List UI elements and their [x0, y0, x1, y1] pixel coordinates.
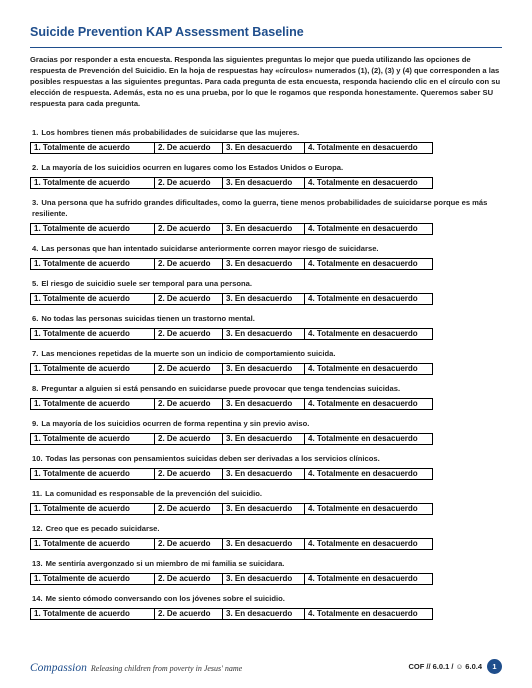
- question-label: Preguntar a alguien si está pensando en suicidarse puede provocar que tenga tendencias suicidas.: [41, 384, 401, 393]
- answer-option-1[interactable]: 1. Totalmente de acuerdo: [31, 364, 155, 374]
- answer-options: [30, 573, 433, 585]
- question-text: [32, 278, 504, 289]
- question-3: [30, 197, 504, 235]
- answer-options: [30, 177, 433, 189]
- question-text: [32, 558, 504, 569]
- answer-option-4[interactable]: 4. Totalmente en desacuerdo: [308, 294, 418, 303]
- question-13: [30, 558, 504, 585]
- answer-options: [30, 363, 433, 375]
- answer-option-1[interactable]: 1. Totalmente de acuerdo: [31, 469, 155, 479]
- answer-options: [30, 468, 433, 480]
- answer-option-1[interactable]: 1. Totalmente de acuerdo: [31, 539, 155, 549]
- answer-option-3[interactable]: 3. En desacuerdo: [223, 434, 305, 444]
- answer-option-2[interactable]: 2. De acuerdo: [155, 609, 223, 619]
- answer-option-3[interactable]: 3. En desacuerdo: [223, 294, 305, 304]
- logo-wordmark: Compassion: [30, 662, 87, 674]
- question-8: [30, 383, 504, 410]
- document-reference: COF // 6.0.1 / ☺ 6.0.4: [408, 662, 482, 671]
- question-label: Creo que es pecado suicidarse.: [45, 524, 160, 533]
- answer-option-2[interactable]: 2. De acuerdo: [155, 504, 223, 514]
- answer-option-3[interactable]: 3. En desacuerdo: [223, 259, 305, 269]
- answer-options: [30, 328, 433, 340]
- answer-option-2[interactable]: 2. De acuerdo: [155, 469, 223, 479]
- answer-options: [30, 503, 433, 515]
- answer-option-4[interactable]: 4. Totalmente en desacuerdo: [308, 329, 418, 338]
- question-text: [32, 488, 504, 499]
- question-2: [30, 162, 504, 189]
- question-label: Las menciones repetidas de la muerte son un indicio de comportamiento suicida.: [41, 349, 336, 358]
- question-label: Los hombres tienen más probabilidades de suicidarse que las mujeres.: [41, 128, 300, 137]
- question-text: [32, 453, 504, 464]
- answer-option-3[interactable]: 3. En desacuerdo: [223, 539, 305, 549]
- question-text: [32, 162, 504, 173]
- answer-option-1[interactable]: 1. Totalmente de acuerdo: [31, 259, 155, 269]
- answer-option-2[interactable]: 2. De acuerdo: [155, 434, 223, 444]
- answer-option-4[interactable]: 4. Totalmente en desacuerdo: [308, 364, 418, 373]
- question-text: [32, 197, 504, 219]
- answer-option-4[interactable]: 4. Totalmente en desacuerdo: [308, 504, 418, 513]
- answer-option-3[interactable]: 3. En desacuerdo: [223, 574, 305, 584]
- answer-option-1[interactable]: 1. Totalmente de acuerdo: [31, 329, 155, 339]
- question-number: 2.: [32, 163, 39, 172]
- answer-options: [30, 293, 433, 305]
- question-label: La comunidad es responsable de la prevención del suicidio.: [45, 489, 263, 498]
- answer-options: [30, 258, 433, 270]
- footer: [30, 652, 502, 674]
- question-text: [32, 348, 504, 359]
- answer-options: [30, 142, 433, 154]
- answer-option-3[interactable]: 3. En desacuerdo: [223, 178, 305, 188]
- question-label: El riesgo de suicidio suele ser temporal para una persona.: [41, 279, 252, 288]
- answer-option-2[interactable]: 2. De acuerdo: [155, 259, 223, 269]
- question-number: 5.: [32, 279, 39, 288]
- title-rule: [30, 47, 502, 48]
- answer-option-2[interactable]: 2. De acuerdo: [155, 574, 223, 584]
- answer-option-4[interactable]: 4. Totalmente en desacuerdo: [308, 399, 418, 408]
- logo-tagline: Releasing children from poverty in Jesus' name: [90, 664, 243, 673]
- question-text: [32, 593, 504, 604]
- question-number: 10.: [32, 454, 43, 463]
- question-number: 6.: [32, 314, 39, 323]
- question-number: 1.: [32, 128, 39, 137]
- question-number: 8.: [32, 384, 39, 393]
- answer-option-4[interactable]: 4. Totalmente en desacuerdo: [308, 469, 418, 478]
- answer-option-3[interactable]: 3. En desacuerdo: [223, 504, 305, 514]
- answer-option-3[interactable]: 3. En desacuerdo: [223, 143, 305, 153]
- question-11: [30, 488, 504, 515]
- answer-option-3[interactable]: 3. En desacuerdo: [223, 224, 305, 234]
- question-9: [30, 418, 504, 445]
- question-text: [32, 243, 504, 254]
- answer-option-3[interactable]: 3. En desacuerdo: [223, 364, 305, 374]
- question-14: [30, 593, 504, 620]
- question-5: [30, 278, 504, 305]
- question-text: [32, 313, 504, 324]
- answer-option-1[interactable]: 1. Totalmente de acuerdo: [31, 399, 155, 409]
- question-number: 13.: [32, 559, 43, 568]
- question-number: 4.: [32, 244, 39, 253]
- page-title: Suicide Prevention KAP Assessment Baseline: [30, 25, 304, 39]
- answer-option-1[interactable]: 1. Totalmente de acuerdo: [31, 224, 155, 234]
- question-label: Las personas que han intentado suicidarse anteriormente corren mayor riesgo de suicidarse.: [41, 244, 379, 253]
- answer-option-2[interactable]: 2. De acuerdo: [155, 178, 223, 188]
- question-10: [30, 453, 504, 480]
- page-number-badge: 1: [487, 659, 502, 674]
- answer-options: [30, 223, 433, 235]
- answer-option-4[interactable]: 4. Totalmente en desacuerdo: [308, 224, 418, 233]
- question-text: [32, 523, 504, 534]
- answer-option-3[interactable]: 3. En desacuerdo: [223, 399, 305, 409]
- question-number: 14.: [32, 594, 43, 603]
- question-label: Me sentiría avergonzado si un miembro de mi familia se suicidara.: [45, 559, 285, 568]
- question-label: La mayoría de los suicidios ocurren de forma repentina y sin previo aviso.: [41, 419, 310, 428]
- question-text: [32, 383, 504, 394]
- question-label: La mayoría de los suicidios ocurren en lugares como los Estados Unidos o Europa.: [41, 163, 344, 172]
- answer-option-4[interactable]: 4. Totalmente en desacuerdo: [308, 143, 418, 152]
- answer-option-1[interactable]: 1. Totalmente de acuerdo: [31, 574, 155, 584]
- question-list: [30, 127, 504, 628]
- question-number: 7.: [32, 349, 39, 358]
- answer-option-4[interactable]: 4. Totalmente en desacuerdo: [308, 178, 418, 187]
- answer-option-2[interactable]: 2. De acuerdo: [155, 294, 223, 304]
- answer-option-3[interactable]: 3. En desacuerdo: [223, 329, 305, 339]
- answer-option-4[interactable]: 4. Totalmente en desacuerdo: [308, 539, 418, 548]
- answer-option-1[interactable]: 1. Totalmente de acuerdo: [31, 434, 155, 444]
- answer-option-1[interactable]: 1. Totalmente de acuerdo: [31, 609, 155, 619]
- question-text: [32, 127, 504, 138]
- question-4: [30, 243, 504, 270]
- answer-option-4[interactable]: 4. Totalmente en desacuerdo: [308, 259, 418, 268]
- question-text: [32, 418, 504, 429]
- question-1: [30, 127, 504, 154]
- question-label: Una persona que ha sufrido grandes dificultades, como la guerra, tiene menos probabilidades de suicidarse porque es más resiliente.: [32, 198, 488, 218]
- answer-options: [30, 538, 433, 550]
- question-12: [30, 523, 504, 550]
- answer-options: [30, 608, 433, 620]
- answer-option-1[interactable]: 1. Totalmente de acuerdo: [31, 178, 155, 188]
- answer-option-1[interactable]: 1. Totalmente de acuerdo: [31, 294, 155, 304]
- answer-option-4[interactable]: 4. Totalmente en desacuerdo: [308, 434, 418, 443]
- compassion-logo: [30, 662, 242, 674]
- answer-options: [30, 398, 433, 410]
- question-number: 12.: [32, 524, 43, 533]
- question-label: No todas las personas suicidas tienen un trastorno mental.: [41, 314, 255, 323]
- answer-option-2[interactable]: 2. De acuerdo: [155, 399, 223, 409]
- question-7: [30, 348, 504, 375]
- question-label: Todas las personas con pensamientos suicidas deben ser derivadas a los servicios clínicos.: [45, 454, 380, 463]
- question-label: Me siento cómodo conversando con los jóvenes sobre el suicidio.: [45, 594, 285, 603]
- answer-option-2[interactable]: 2. De acuerdo: [155, 539, 223, 549]
- answer-option-2[interactable]: 2. De acuerdo: [155, 143, 223, 153]
- answer-option-2[interactable]: 2. De acuerdo: [155, 224, 223, 234]
- answer-option-2[interactable]: 2. De acuerdo: [155, 364, 223, 374]
- answer-option-3[interactable]: 3. En desacuerdo: [223, 609, 305, 619]
- question-6: [30, 313, 504, 340]
- question-number: 3.: [32, 198, 39, 207]
- answer-option-2[interactable]: 2. De acuerdo: [155, 329, 223, 339]
- question-number: 11.: [32, 489, 43, 498]
- intro-paragraph: Gracias por responder a esta encuesta. Responda las siguientes preguntas lo mejor que pueda utilizando las opciones de respuesta de Prevención del Suicidio. En la hoja de respuestas hay «círculos» numerados (1), (2), (3) y (4) que corresponden a las posibles respuestas a las siguientes preguntas. Para cada pregunta de esta encuesta, responda haciendo clic en el círculo con su elección de respuesta. Además, esta no es una prueba, por lo que le rogamos que responda honestamente. Queremos saber SU respuesta para cada pregunta.: [30, 55, 501, 108]
- answer-option-1[interactable]: 1. Totalmente de acuerdo: [31, 504, 155, 514]
- answer-option-3[interactable]: 3. En desacuerdo: [223, 469, 305, 479]
- answer-option-4[interactable]: 4. Totalmente en desacuerdo: [308, 574, 418, 583]
- question-number: 9.: [32, 419, 39, 428]
- answer-option-4[interactable]: 4. Totalmente en desacuerdo: [308, 609, 418, 618]
- answer-options: [30, 433, 433, 445]
- answer-option-1[interactable]: 1. Totalmente de acuerdo: [31, 143, 155, 153]
